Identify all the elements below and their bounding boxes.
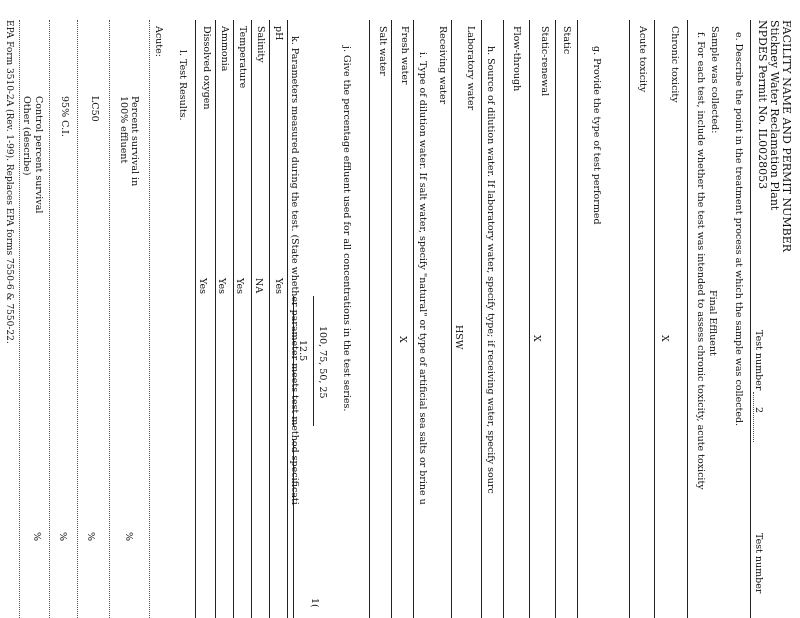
salinity-value: NA: [253, 278, 264, 294]
ammonia-label: Ammonia: [219, 26, 230, 72]
receiving-water-label: Receiving water: [437, 26, 448, 105]
acute-toxicity-label: Acute toxicity: [637, 26, 648, 93]
laboratory-water-label: Laboratory water: [465, 26, 476, 111]
section-i-label: i. Type of dilution water. If salt water, specify "natural" or type of artificial sea salts or brine u: [417, 52, 428, 505]
flow-through-label: Flow-through: [511, 26, 522, 92]
static-renewal-label: Static-renewal: [539, 26, 550, 97]
control-survival-label: Control percent survival: [33, 96, 44, 214]
static-renewal-value: X: [531, 335, 542, 342]
fresh-water-label: Fresh water: [399, 26, 410, 85]
test-number-value: 2: [753, 407, 764, 414]
salinity-label: Salinity: [255, 26, 266, 63]
section-h-label: h. Source of dilution water. If laboratory water, specify type; if receiving water, specify sourc: [485, 46, 496, 494]
control-survival-value: %: [31, 532, 42, 542]
facility-heading: FACILITY NAME AND PERMIT NUMBER: [780, 20, 793, 253]
concentration-low-value: 12.5: [297, 340, 308, 362]
temperature-value: Yes: [234, 278, 245, 294]
concentrations-value: 100, 75, 50, 25: [317, 326, 328, 399]
section-j-label: j. Give the percentage effluent used for all concentrations in the test series.: [341, 46, 352, 412]
laboratory-water-value: HSW: [453, 325, 464, 350]
sample-collected-value: Final Effluent: [707, 290, 718, 356]
section-g-label: g. Provide the type of test performed: [591, 46, 602, 225]
salt-water-label: Salt water: [377, 26, 388, 76]
confidence-interval-value: %: [57, 532, 68, 542]
section-l-label: l. Test Results.: [177, 50, 188, 121]
facility-name: Stickney Water Reclamation Plant: [768, 20, 781, 211]
lc50-label: LC50: [89, 96, 100, 122]
chronic-toxicity-label: Chronic toxicity: [669, 26, 680, 103]
section-k-label: k. Parameters measured during the test. (State whether parameter meets test method specificati: [289, 36, 300, 505]
temperature-label: Temperature: [237, 26, 248, 89]
acute-results-label: Acute:: [153, 26, 164, 57]
concentration-right-value: 1(: [309, 598, 320, 608]
section-e-label: e. Describe the point in the treatment process at which the sample was collected.: [733, 32, 744, 427]
fresh-water-value: X: [397, 336, 408, 343]
test-number-line: [753, 392, 754, 442]
chronic-toxicity-value: X: [659, 335, 670, 342]
test-number-right-label: Test number: [753, 533, 764, 594]
confidence-interval-label: 95% C.I.: [59, 96, 70, 137]
percent-survival-value: %: [123, 532, 134, 542]
sample-collected-label: Sample was collected:: [709, 26, 720, 134]
static-label: Static: [561, 26, 572, 55]
section-f-label: f. For each test, include whether the test was intended to assess chronic toxicity, acute toxicity: [695, 32, 706, 490]
dissolved-oxygen-value: Yes: [197, 278, 208, 294]
form-footer: EPA Form 3510-2A (Rev. 1-99). Replaces EPA forms 7550-6 & 7550-22.: [4, 20, 14, 344]
lc50-value: %: [85, 532, 96, 542]
test-number-label: Test number: [753, 330, 764, 391]
dissolved-oxygen-label: Dissolved oxygen: [201, 26, 212, 110]
other-describe-label: Other (describe): [21, 96, 32, 176]
permit-number: NPDES Permit No. IL0028053: [756, 20, 769, 190]
percent-survival-label: Percent survival in 100% effluent: [118, 96, 140, 187]
header-rule: [750, 20, 751, 618]
ph-value: Yes: [273, 278, 284, 294]
ph-label: pH: [273, 26, 284, 41]
ammonia-value: Yes: [216, 278, 227, 294]
